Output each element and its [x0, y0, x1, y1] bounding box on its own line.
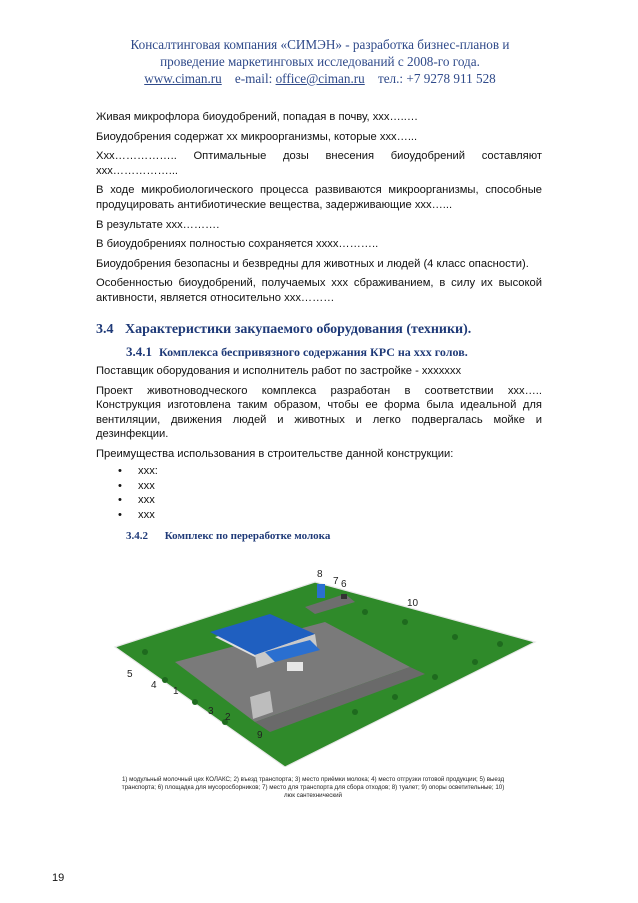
truck — [287, 662, 303, 671]
paragraph: Биоудобрения безопасны и безвредны для животных и людей (4 класс опасности). — [96, 257, 529, 270]
subsection-number: 3.4.1 — [126, 344, 152, 359]
callout-8: 8 — [317, 569, 323, 580]
section-heading — [96, 322, 471, 338]
paragraph: Поставщик оборудования и исполнитель работ по застройке - ххххххх — [96, 365, 462, 377]
email-label: e-mail: — [234, 71, 273, 86]
subsection-title: Комплекс по переработке молока — [164, 530, 331, 542]
paragraph: Биоудобрения содержат хх микроорганизмы, которые ххх…... — [96, 130, 418, 143]
bullet-list — [118, 464, 158, 522]
list-item: • ххх — [118, 493, 158, 508]
paragraph: Живая микрофлора биоудобрений, попадая в почву, ххх…..… — [96, 111, 419, 123]
complex-illustration — [105, 562, 545, 767]
subsection-heading-1 — [126, 344, 468, 360]
list-item: • ххх — [118, 479, 158, 494]
callout-9: 9 — [257, 730, 263, 741]
header-line-1: Консалтинговая компания «СИМЭН» - разработка бизнес-планов и — [130, 37, 510, 52]
top-paragraphs — [96, 110, 542, 311]
page-number: 19 — [52, 872, 65, 884]
callout-10: 10 — [407, 598, 419, 609]
subsection-title: Комплекса беспривязного содержания КРС на ххх голов. — [159, 345, 468, 359]
section-title: Характеристики закупаемого оборудования (техники). — [125, 322, 472, 337]
callout-4: 4 — [151, 680, 157, 691]
paragraph: Ххх…………….. Оптимальные дозы внесения биоудобрений составляют ххх……………... — [96, 150, 542, 177]
header-line-2: проведение маркетинговых исследований с 2008-го года. — [160, 54, 480, 69]
list-item: • ххх — [118, 508, 158, 523]
paragraph: В результате ххх………. — [96, 218, 220, 231]
callout-6: 6 — [341, 579, 347, 590]
paragraph: Проект животноводческого комплекса разработан в соответствии ххх….. Конструкция изготовлена таким образом, чтобы ее форма была идеальной для вентиляции, движения людей и животных и легко подвергалась мойке и дезинфекции. — [96, 384, 542, 441]
subsection-heading-2 — [126, 530, 330, 542]
toilet-cabin — [317, 584, 325, 598]
header-contacts — [60, 70, 580, 87]
list-item: • ххх: — [118, 464, 158, 479]
paragraph: В ходе микробиологического процесса развиваются микроорганизмы, способные продуцировать антибиотические вещества, задерживающие ххх…... — [96, 184, 542, 211]
paragraph: Преимущества использования в строительстве данной конструкции: — [96, 447, 454, 460]
callout-5: 5 — [127, 669, 133, 680]
page-header — [60, 36, 580, 87]
callout-3: 3 — [208, 706, 214, 717]
subsection-number: 3.4.2 — [126, 530, 148, 542]
callout-1: 1 — [173, 686, 179, 697]
figure-caption: 1) модульный молочный цех КОЛАКС; 2) въезд транспорта; 3) место приёмки молока; 4) место отгрузки готовой продукции; 5) выезд транспорта; 6) площадка для мусоросборников; 7) место для транспорта для сбора отходов; 8) туалет; 9) опоры осветительные; 10) люк сантехнический — [121, 776, 505, 799]
paragraph: В биоудобрениях полностью сохраняется хххх……….. — [96, 238, 379, 251]
mid-paragraphs — [96, 364, 542, 467]
callout-2: 2 — [225, 712, 231, 723]
callout-7: 7 — [333, 576, 339, 587]
phone-text: тел.: +7 9278 911 528 — [377, 71, 496, 86]
email-link[interactable]: office@ciman.ru — [275, 71, 365, 86]
waste-bins — [341, 594, 347, 599]
site-link[interactable]: www.ciman.ru — [144, 71, 222, 86]
section-number: 3.4 — [96, 322, 114, 337]
paragraph: Особенностью биоудобрений, получаемых ххх сбраживанием, в силу их высокой активности, является относительно ххх……… — [96, 277, 542, 304]
